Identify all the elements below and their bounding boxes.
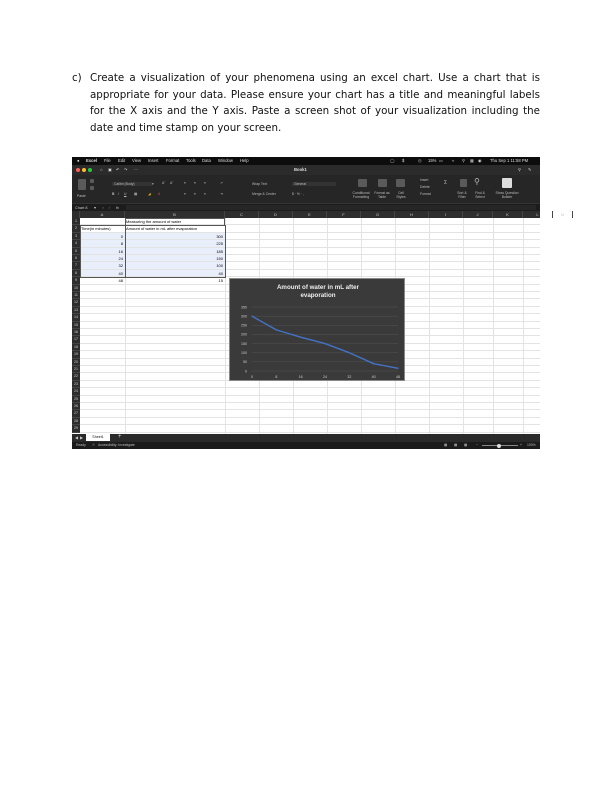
row-header[interactable]: 5 — [72, 248, 80, 255]
cancel-icon[interactable]: × — [102, 206, 105, 210]
row-header[interactable]: 28 — [72, 418, 80, 425]
question-builder-icon[interactable] — [502, 178, 512, 188]
row-header[interactable]: 29 — [72, 425, 80, 432]
amount-cell[interactable]: 150 — [216, 256, 223, 261]
menu-format[interactable]: Format — [166, 158, 180, 163]
x-tick-label: 24 — [323, 375, 327, 379]
home-icon[interactable]: ⌂ — [100, 167, 103, 172]
zoom-in-icon[interactable]: + — [520, 443, 522, 447]
data-point — [324, 343, 325, 344]
close-window-button[interactable] — [76, 168, 80, 172]
share-icon[interactable]: ✎ — [528, 167, 532, 172]
time-cell[interactable]: 16 — [118, 248, 123, 254]
minimize-window-button[interactable] — [82, 168, 86, 172]
grid-row-line — [80, 409, 540, 410]
row-header[interactable]: 27 — [72, 410, 80, 417]
column-header[interactable]: C — [225, 211, 259, 218]
accessibility-icon[interactable]: ☉ — [92, 443, 96, 447]
grid-column-line — [429, 218, 430, 434]
delete-button[interactable]: Delete — [420, 185, 430, 189]
column-header[interactable]: J — [463, 211, 493, 218]
cell-styles-button[interactable]: Cell Styles — [396, 191, 406, 199]
conditional-formatting-icon[interactable] — [358, 179, 367, 187]
format-as-table-icon[interactable] — [378, 179, 387, 187]
clock-icon[interactable]: ◷ — [418, 158, 422, 163]
merge-center-button[interactable]: Merge & Center — [252, 192, 276, 196]
grid-row-line — [80, 395, 540, 396]
time-cell[interactable]: 32 — [118, 263, 123, 269]
status-bar — [72, 442, 540, 449]
data-point — [251, 316, 252, 317]
accessibility-status[interactable]: Accessibility: Investigate — [98, 443, 135, 447]
instruction-text: Create a visualization of your phenomena using an excel chart. Use a chart that is appropriate for your data. Please ensure your chart has a title and meaningful labels for the X axis and the Y axis. Paste a screen shot of your visualization including the date and time stamp on your screen. — [90, 72, 540, 134]
row-header[interactable]: 17 — [72, 336, 80, 343]
format-as-table-button[interactable]: Format as Table — [374, 191, 390, 199]
sort-filter-button[interactable]: Sort & Filter — [457, 191, 467, 199]
instruction-label: c) — [72, 72, 82, 84]
column-header[interactable]: B — [125, 211, 225, 218]
font-name-select[interactable]: Calibri (Body) — [112, 182, 152, 186]
status-ready: Ready — [76, 443, 86, 447]
time-cell[interactable]: 8 — [120, 241, 123, 247]
dollar-icon[interactable]: $ — [402, 158, 405, 163]
row-header[interactable]: 15 — [72, 322, 80, 329]
y-tick-label: 300 — [241, 314, 247, 319]
column-header[interactable]: E — [293, 211, 327, 218]
column-header[interactable]: H — [395, 211, 429, 218]
menu-help[interactable]: Help — [240, 158, 249, 163]
series-line — [252, 316, 398, 368]
underline-button[interactable]: U — [124, 192, 127, 196]
number-format-select[interactable]: General — [292, 182, 336, 186]
cut-icon[interactable] — [90, 179, 94, 183]
x-tick-label: 8 — [275, 375, 278, 379]
zoom-level: 100% — [527, 443, 536, 447]
menu-edit[interactable]: Edit — [118, 158, 126, 163]
format-button[interactable]: Format — [420, 192, 431, 196]
row-header[interactable]: 16 — [72, 329, 80, 336]
time-cell[interactable]: 48 — [118, 278, 123, 284]
find-select-button[interactable]: Find & Select — [475, 191, 485, 199]
data-point — [276, 329, 277, 330]
indent-icon[interactable]: ⇥ — [220, 192, 223, 196]
apple-icon[interactable]: ● — [77, 158, 80, 163]
increase-font-icon[interactable]: Aˆ — [162, 181, 166, 185]
more-icon[interactable]: ⋯ — [134, 167, 139, 172]
window-titlebar — [72, 165, 540, 175]
column-header[interactable]: K — [493, 211, 523, 218]
redo-icon[interactable]: ↷ — [124, 167, 128, 172]
next-sheet-icon[interactable]: ▶ — [80, 435, 84, 440]
conditional-formatting-button[interactable]: Conditional Formatting — [352, 191, 370, 199]
zoom-window-button[interactable] — [88, 168, 92, 172]
x-tick-label: 0 — [251, 375, 253, 379]
italic-button[interactable]: I — [118, 192, 119, 196]
amount-cell[interactable]: 185 — [216, 248, 223, 254]
menu-file[interactable]: File — [104, 158, 111, 163]
grid-row-line — [80, 432, 540, 433]
find-select-icon[interactable]: ⚲ — [474, 177, 480, 186]
chart-title-line2: evaporation — [300, 292, 336, 299]
column-header[interactable]: A — [80, 211, 125, 218]
show-question-builder-button[interactable]: Show Question Builder — [495, 191, 519, 199]
row-header[interactable]: 7 — [72, 262, 80, 269]
grid-row-line — [80, 417, 540, 418]
sheet-tab-bar — [72, 434, 540, 442]
battery-icon: ▭ — [439, 158, 443, 163]
y-tick-label: 50 — [243, 360, 247, 365]
ribbon-toolbar — [72, 175, 540, 203]
row-header[interactable]: 23 — [72, 381, 80, 388]
grid-row-line — [80, 387, 540, 388]
undo-icon[interactable]: ↶ — [116, 167, 120, 172]
amount-cell[interactable]: 40 — [218, 270, 223, 276]
align-top-icon[interactable]: ≡ — [184, 181, 186, 185]
grid-row-line — [80, 424, 540, 425]
excel-screenshot — [72, 157, 565, 449]
enter-icon[interactable]: ✓ — [108, 206, 112, 210]
normal-view-icon[interactable]: ▦ — [444, 443, 448, 447]
line-chart-svg — [230, 279, 406, 382]
x-tick-label: 16 — [298, 375, 303, 379]
row-header[interactable]: 11 — [72, 292, 80, 299]
fx-button[interactable]: fx — [116, 206, 119, 210]
data-point — [349, 352, 350, 353]
y-tick-label: 350 — [241, 305, 247, 310]
column-header[interactable]: D — [259, 211, 293, 218]
sum-icon[interactable]: Σ — [444, 180, 448, 186]
line-chart[interactable] — [229, 278, 405, 381]
paste-icon[interactable] — [78, 179, 86, 190]
menu-window[interactable]: Window — [218, 158, 233, 163]
x-tick-label: 32 — [347, 375, 352, 379]
row-header[interactable]: 18 — [72, 344, 80, 351]
sort-filter-icon[interactable] — [460, 179, 467, 187]
x-tick-label: 48 — [396, 375, 400, 379]
fill-color-icon[interactable]: ◢ — [148, 192, 151, 196]
menu-insert[interactable]: Insert — [148, 158, 159, 163]
grid-column-line — [493, 218, 494, 434]
row-header[interactable]: 2 — [72, 225, 80, 232]
add-sheet-button[interactable]: + — [118, 434, 122, 440]
bold-button[interactable]: B — [112, 192, 115, 196]
formula-input[interactable] — [126, 205, 536, 210]
row-header[interactable]: 24 — [72, 388, 80, 395]
menu-data[interactable]: Data — [202, 158, 211, 163]
page-layout-icon[interactable]: ▦ — [454, 443, 458, 447]
amount-cell[interactable]: 15 — [218, 278, 223, 284]
column-header[interactable]: G — [361, 211, 395, 218]
column-header[interactable]: I — [429, 211, 463, 218]
battery-percent: 15% — [428, 158, 437, 163]
prev-sheet-icon[interactable]: ◀ — [75, 435, 79, 440]
y-tick-label: 150 — [241, 341, 247, 346]
zoom-slider-thumb[interactable] — [497, 444, 501, 448]
row-header[interactable]: 4 — [72, 240, 80, 247]
chart-title-line1: Amount of water in mL after — [276, 284, 360, 291]
page-break-icon[interactable]: ▦ — [464, 443, 468, 447]
insert-button[interactable]: Insert — [420, 178, 429, 182]
menubar-datetime: Thu Sep 1 11:58 PM — [490, 158, 529, 163]
header-time-cell[interactable]: Time(in minutes) — [81, 226, 111, 232]
search-icon[interactable]: ⚲ — [518, 167, 522, 172]
select-all-corner[interactable] — [72, 211, 80, 218]
align-left-icon[interactable]: ≡ — [184, 192, 186, 196]
name-box-dropdown-icon[interactable]: ▾ — [94, 206, 96, 210]
header-amount-cell[interactable]: Amount of water in mL after evaporation — [126, 226, 197, 232]
y-tick-label: 100 — [241, 351, 247, 356]
search-icon[interactable]: ⚲ — [462, 158, 466, 163]
column-header[interactable]: F — [327, 211, 361, 218]
time-cell[interactable]: 0 — [120, 233, 123, 239]
row-header[interactable]: 12 — [72, 299, 80, 306]
align-middle-icon[interactable]: ≡ — [194, 181, 196, 185]
time-cell[interactable]: 40 — [118, 270, 123, 276]
mac-menubar — [72, 157, 540, 165]
row-header[interactable]: 9 — [72, 277, 80, 284]
number-format-icons[interactable]: $ ⋅ % ⋅ , — [292, 192, 304, 196]
control-center-icon[interactable]: ▦ — [470, 158, 474, 163]
row-header[interactable]: 22 — [72, 373, 80, 380]
row-header[interactable]: 1 — [72, 218, 80, 225]
data-point — [397, 368, 398, 369]
amount-cell[interactable]: 100 — [216, 263, 223, 269]
cell-styles-icon[interactable] — [396, 179, 405, 187]
column-headers — [72, 211, 565, 218]
font-size-select[interactable]: ▾ — [152, 182, 154, 186]
x-tick-label: 40 — [371, 375, 376, 379]
paste-button-label[interactable]: Paste — [77, 194, 86, 198]
row-header[interactable]: 25 — [72, 396, 80, 403]
row-header[interactable]: 3 — [72, 233, 80, 240]
menu-view[interactable]: View — [132, 158, 142, 163]
instruction-block — [72, 70, 540, 136]
row-header[interactable]: 14 — [72, 314, 80, 321]
column-header[interactable]: L — [523, 211, 553, 218]
wifi-icon[interactable]: ≈ — [452, 158, 455, 163]
wrap-text-button[interactable]: Wrap Text — [252, 182, 268, 186]
amount-cell[interactable]: 225 — [216, 241, 223, 247]
zoom-out-icon[interactable]: − — [476, 443, 478, 447]
row-header[interactable]: 6 — [72, 255, 80, 262]
row-header[interactable]: 13 — [72, 307, 80, 314]
font-color-icon[interactable]: A — [158, 192, 161, 196]
y-tick-label: 0 — [245, 369, 247, 374]
table-title-cell[interactable]: Measuring the amount of water — [126, 219, 182, 224]
borders-icon[interactable]: ▦ — [134, 192, 138, 196]
y-tick-label: 200 — [241, 332, 247, 337]
y-tick-label: 250 — [241, 323, 247, 328]
decrease-font-icon[interactable]: Aˇ — [170, 181, 174, 185]
menu-tools[interactable]: Tools — [186, 158, 196, 163]
align-center-icon[interactable]: ≡ — [194, 192, 196, 196]
name-box[interactable]: Chart 8 — [75, 206, 88, 210]
align-right-icon[interactable]: ≡ — [204, 192, 206, 196]
column-header[interactable]: M — [553, 211, 573, 218]
copy-icon[interactable] — [90, 186, 94, 190]
row-header[interactable]: 10 — [72, 285, 80, 292]
row-header[interactable]: 8 — [72, 270, 80, 277]
shield-icon[interactable]: ◯ — [390, 158, 395, 163]
sheet-tab-sheet1[interactable]: Sheet1 — [86, 434, 110, 441]
grid-column-line — [523, 218, 524, 434]
row-header[interactable]: 21 — [72, 366, 80, 373]
row-header[interactable]: 19 — [72, 351, 80, 358]
orientation-icon[interactable]: ↗ — [220, 181, 223, 185]
row-header[interactable]: 20 — [72, 359, 80, 366]
menu-app-excel[interactable]: Excel — [86, 158, 97, 163]
save-icon[interactable]: ▣ — [108, 167, 112, 172]
time-cell[interactable]: 24 — [118, 256, 123, 261]
data-point — [300, 337, 301, 338]
siri-icon[interactable]: ◉ — [478, 158, 482, 163]
data-point — [373, 363, 374, 364]
window-title: Book1 — [294, 167, 307, 172]
grid-row-line — [80, 402, 540, 403]
align-bottom-icon[interactable]: ≡ — [204, 181, 206, 185]
row-header[interactable]: 26 — [72, 403, 80, 410]
grid-column-line — [463, 218, 464, 434]
amount-cell[interactable]: 300 — [216, 233, 223, 239]
